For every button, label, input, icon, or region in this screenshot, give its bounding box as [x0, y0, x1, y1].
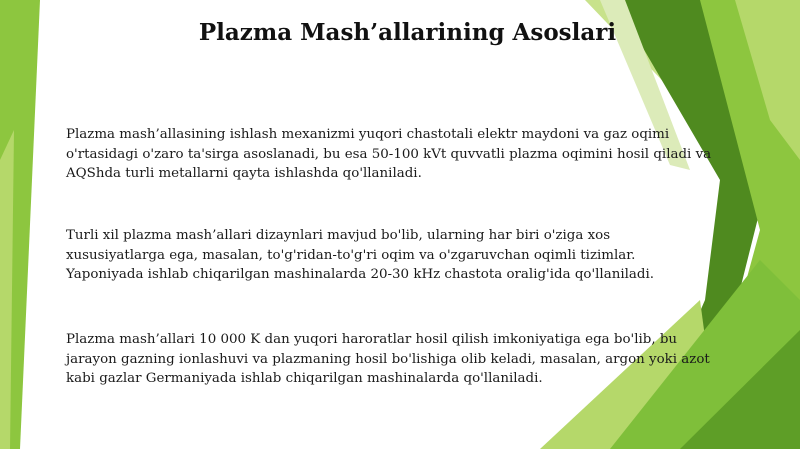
- slide-title: Plazma Mash’allarining Asoslari: [198, 19, 617, 46]
- paragraph-2: Turli xil plazma mash’allari dizaynlari mavjud bo'lib, ularning har biri o'ziga xos xususiyatlarga ega, masalan, to'g'ridan-to'g'ri oqim va o'zgaruvchan oqimli tizimlar. Yaponiyada ishlab chiqarilgan mashinalarda 20-30 kHz chastota oralig'ida qo'llaniladi.: [66, 228, 654, 282]
- paragraph-3: Plazma mash’allari 10 000 K dan yuqori haroratlar hosil qilish imkoniyatiga ega bo'lib, bu jarayon gazning ionlashuvi va plazmaning hosil bo'lishiga olib keladi, masalan, argon yoki azot kabi gazlar Germaniyada ishlab chiqarilgan mashinalarda qo'llaniladi.: [66, 332, 710, 386]
- paragraph-1: Plazma mash’allasining ishlash mexanizmi yuqori chastotali elektr maydoni va gaz oqimi o'rtasidagi o'zaro ta'sirga asoslanadi, bu esa 50-100 kVt quvvatli plazma oqimini hosil qiladi va AQShda turli metallarni qayta ishlashda qo'llaniladi.: [66, 127, 712, 181]
